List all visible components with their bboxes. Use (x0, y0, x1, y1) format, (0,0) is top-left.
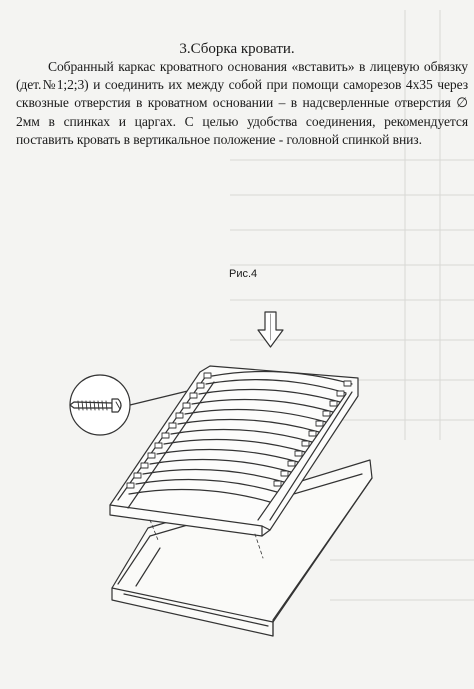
assembly-instructions: Собранный каркас кроватного основания «вставить» в лицевую обвязку (дет.№1;2;3) и соединить их между собой при помощи саморезов 4х35 через сквозные отверстия в кроватном основании – в надсверленные отверстия ∅ 2мм в спинках и царгах. С целью удобства соединения, рекомендуется поставить кровать в вертикальное положение - головной спинкой вниз. (16, 59, 468, 147)
figure-label: Рис.4 (229, 268, 258, 280)
section-heading: 3.Сборка кровати. (179, 41, 295, 57)
down-arrow-icon (258, 312, 283, 347)
